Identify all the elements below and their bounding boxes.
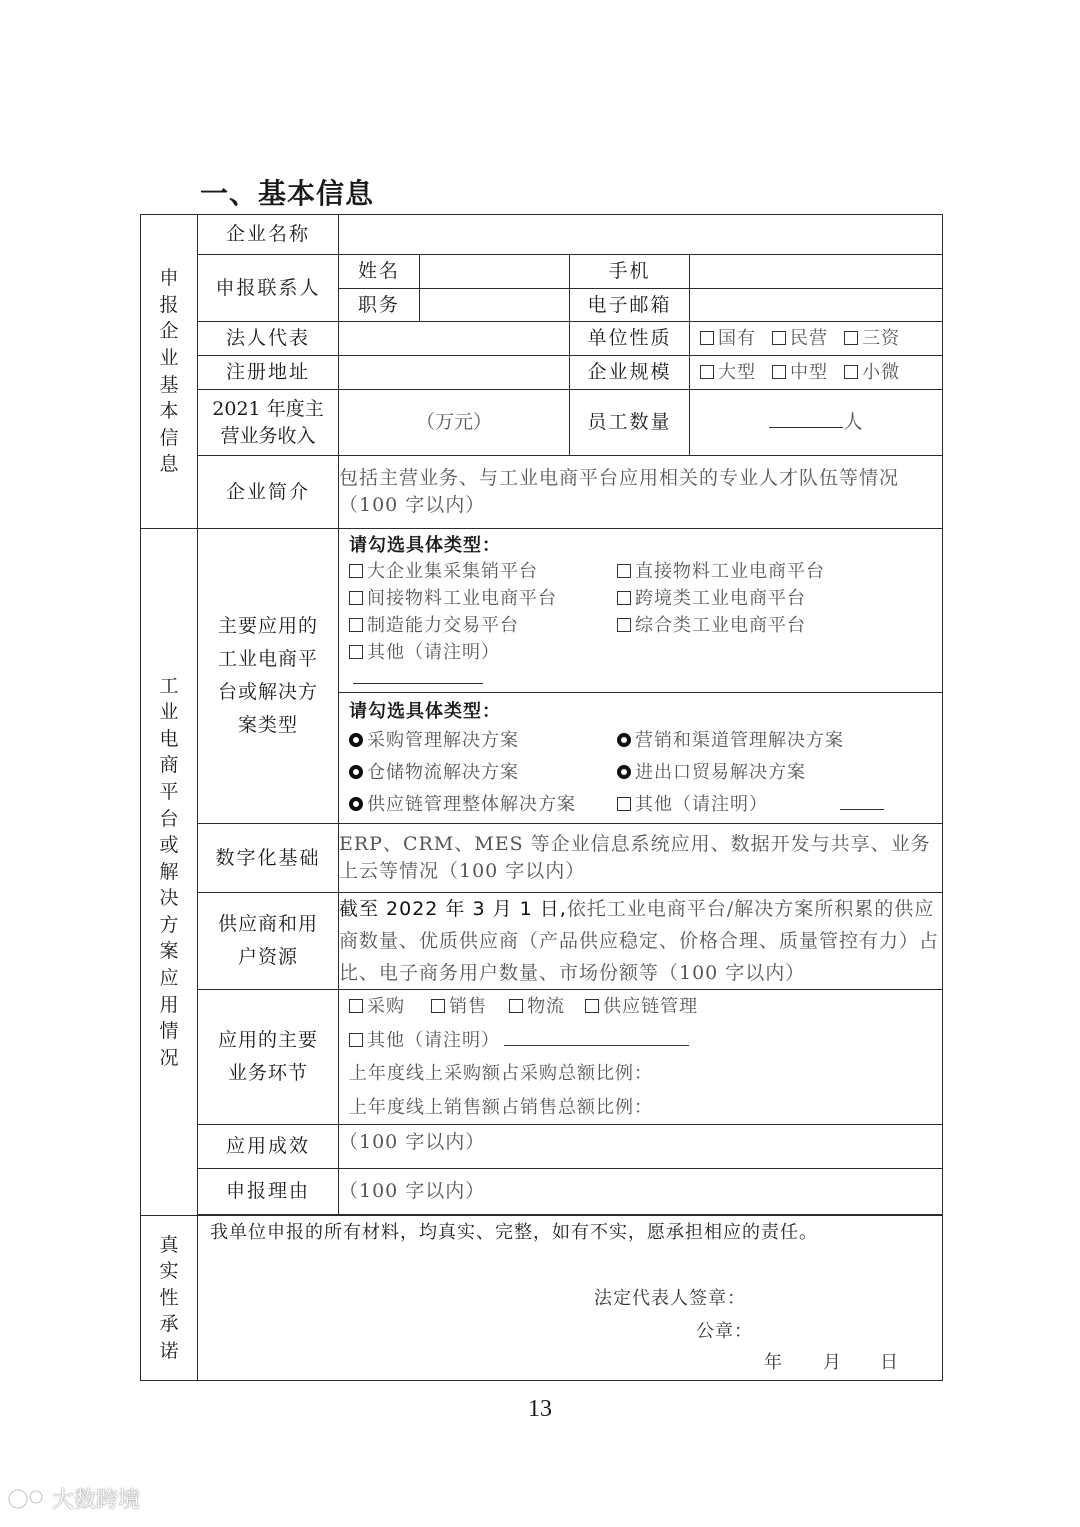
position-label: 职务 [339, 289, 420, 322]
solution-option[interactable]: 供应链管理整体解决方案 [349, 789, 617, 821]
pledge-side-label: 真 实 性 承 诺 [141, 1216, 198, 1381]
biz-option[interactable]: 销售 [431, 991, 487, 1024]
solution-type-cell [339, 693, 943, 824]
biz-label: 应用的主要 业务环节 [198, 990, 339, 1125]
selected-radio-icon [617, 765, 631, 779]
biz-option[interactable]: 物流 [509, 991, 565, 1024]
digital-label: 数字化基础 [198, 824, 339, 893]
platform-option[interactable]: 跨境类工业电商平台 [617, 586, 917, 612]
company-name-label: 企业名称 [198, 215, 339, 255]
checkbox-icon [844, 365, 858, 379]
email-field[interactable] [690, 289, 943, 322]
legal-rep-label: 法人代表 [198, 322, 339, 356]
biz-other-option[interactable]: 其他（请注明） [349, 1025, 689, 1058]
scale-label: 企业规模 [570, 356, 690, 390]
phone-field[interactable] [690, 255, 943, 289]
revenue-field[interactable]: （万元） [339, 390, 570, 456]
supplier-label: 供应商和用 户资源 [198, 893, 339, 990]
scale-option[interactable]: 大型 [700, 360, 756, 385]
staff-label: 员工数量 [570, 390, 690, 456]
legal-sign-label[interactable]: 法定代表人签章： [594, 1288, 746, 1309]
unit-nature-option[interactable]: 三资 [844, 326, 900, 351]
platform-option[interactable]: 大企业集采集销平台 [349, 559, 617, 585]
checkbox-icon [700, 331, 714, 345]
name-label: 姓名 [339, 255, 420, 289]
email-label: 电子邮箱 [570, 289, 690, 322]
online-sales-ratio[interactable]: 上年度线上销售额占销售总额比例： [349, 1096, 653, 1118]
solution-option[interactable]: 进出口贸易解决方案 [617, 757, 917, 789]
platform-option[interactable]: 制造能力交易平台 [349, 613, 617, 639]
effect-field[interactable]: （100 字以内） [339, 1125, 943, 1169]
type-label: 主要应用的 工业电商平 台或解决方 案类型 [198, 529, 339, 824]
legal-rep-field[interactable] [339, 322, 570, 356]
selected-radio-icon [349, 765, 363, 779]
reason-field[interactable]: （100 字以内） [339, 1169, 943, 1215]
reason-label: 申报理由 [198, 1169, 339, 1215]
platform-option[interactable]: 综合类工业电商平台 [617, 613, 917, 639]
basic-info-side-label: 申 报 企 业 基 本 信 息 [141, 215, 198, 529]
effect-label: 应用成效 [198, 1125, 339, 1169]
solution-option[interactable]: 采购管理解决方案 [349, 725, 617, 757]
phone-label: 手机 [570, 255, 690, 289]
solution-option[interactable]: 仓储物流解决方案 [349, 757, 617, 789]
staff-field[interactable]: 人 [690, 390, 943, 456]
digital-field[interactable]: ERP、CRM、MES 等企业信息系统应用、数据开发与共享、业务上云等情况（100 字以内） [339, 824, 943, 893]
watermark-logo-icon [6, 1485, 50, 1513]
scale-options [690, 356, 943, 390]
unit-nature-option[interactable]: 民营 [772, 326, 828, 351]
reg-address-field[interactable] [339, 356, 570, 390]
platform-other-option[interactable]: 其他（请注明） [349, 640, 617, 692]
seal-label[interactable]: 公章： [696, 1321, 753, 1342]
solution-option[interactable]: 营销和渠道管理解决方案 [617, 725, 917, 757]
company-name-field[interactable] [339, 215, 943, 255]
profile-label: 企业简介 [198, 456, 339, 529]
checkbox-icon [700, 365, 714, 379]
platform-prompt: 请勾选具体类型： [349, 535, 501, 556]
unit-nature-label: 单位性质 [570, 322, 690, 356]
checkbox-icon [349, 645, 363, 659]
checkbox-icon [349, 591, 363, 605]
biz-cell [339, 990, 943, 1125]
unit-nature-options [690, 322, 943, 356]
name-field[interactable] [420, 255, 570, 289]
pledge-cell [198, 1216, 943, 1381]
selected-radio-icon [349, 733, 363, 747]
checkbox-icon [585, 999, 599, 1013]
checkbox-icon [617, 591, 631, 605]
supplier-field[interactable]: 截至 2022 年 3 月 1 日,依托工业电商平台/解决方案所积累的供应商数量、优质供应商（产品供应稳定、价格合理、质量管控有力）占比、电子商务用户数量、市场份额等（100 字以内） [339, 893, 943, 990]
selected-radio-icon [617, 733, 631, 747]
section-title: 一、基本信息 [200, 177, 375, 210]
solution-other-option[interactable]: 其他（请注明） [617, 789, 917, 821]
biz-option[interactable]: 供应链管理 [585, 991, 698, 1024]
watermark: 大数跨境 [6, 1483, 140, 1514]
platform-option[interactable]: 直接物料工业电商平台 [617, 559, 917, 585]
contact-label: 申报联系人 [198, 255, 339, 322]
checkbox-icon [617, 797, 631, 811]
checkbox-icon [349, 1033, 363, 1047]
checkbox-icon [617, 618, 631, 632]
checkbox-icon [349, 564, 363, 578]
checkbox-icon [431, 999, 445, 1013]
checkbox-icon [772, 331, 786, 345]
biz-option[interactable]: 采购 [349, 991, 405, 1024]
scale-option[interactable]: 中型 [772, 360, 828, 385]
online-purchase-ratio[interactable]: 上年度线上采购额占采购总额比例： [349, 1063, 653, 1084]
scale-option[interactable]: 小微 [844, 360, 900, 385]
revenue-label: 2021 年度主 营业务收入 [198, 390, 339, 456]
profile-field[interactable]: 包括主营业务、与工业电商平台应用相关的专业人才队伍等情况（100 字以内） [339, 456, 943, 529]
application-form [140, 214, 943, 1381]
checkbox-icon [617, 564, 631, 578]
solution-prompt: 请勾选具体类型： [349, 701, 501, 722]
checkbox-icon [772, 365, 786, 379]
platform-option[interactable]: 间接物料工业电商平台 [349, 586, 617, 612]
pledge-statement: 我单位申报的所有材料，均真实、完整，如有不实，愿承担相应的责任。 [210, 1222, 818, 1243]
checkbox-icon [349, 999, 363, 1013]
application-side-label: 工 业 电 商 平 台 或 解 决 方 案 应 用 情 况 [141, 529, 198, 1216]
unit-nature-option[interactable]: 国有 [700, 326, 756, 351]
page-number: 13 [528, 1396, 552, 1422]
checkbox-icon [349, 618, 363, 632]
checkbox-icon [844, 331, 858, 345]
date-line[interactable]: 年 月 日 [764, 1352, 899, 1373]
selected-radio-icon [349, 797, 363, 811]
reg-address-label: 注册地址 [198, 356, 339, 390]
checkbox-icon [509, 999, 523, 1013]
platform-type-cell [339, 529, 943, 693]
position-field[interactable] [420, 289, 570, 322]
